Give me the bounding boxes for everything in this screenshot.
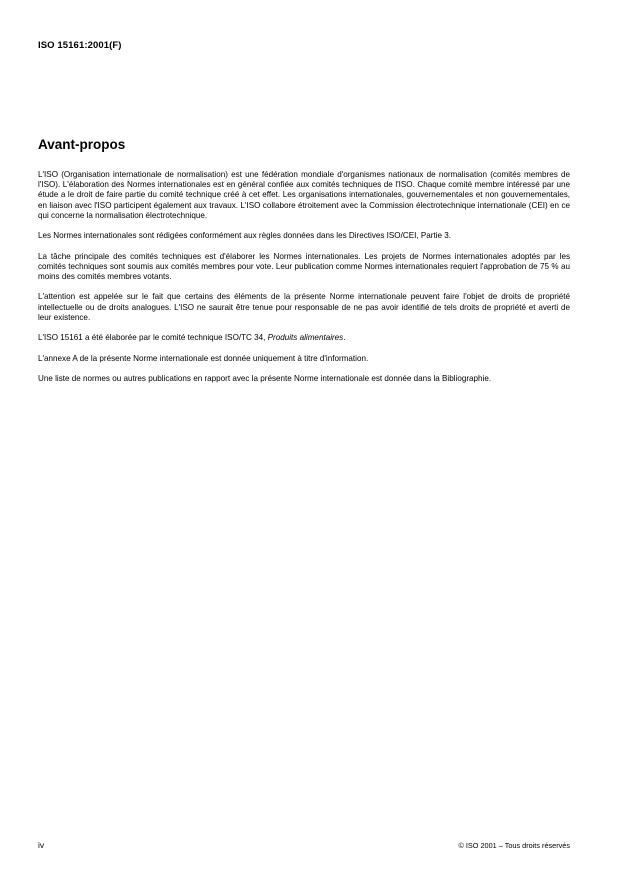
paragraph-patent-rights: L'attention est appelée sur le fait que certains des éléments de la présente Norme internationale peuvent faire l'objet de droits de propriété intellectuelle ou de droits analogues. L'ISO ne saurait être tenue pour responsable de ne pas avoir identifié de tels droits de propriété et averti de leur existence.: [38, 292, 570, 322]
page-number: iv: [38, 840, 45, 850]
paragraph-committee: [38, 333, 570, 343]
paragraph-technical-committees: La tâche principale des comités techniques est d'élaborer les Normes internationales. Les projets de Normes internationales adoptés par les comités techniques sont soumis aux comités membres pour vote. Leur publication comme Normes internationales requiert l'approbation de 75 % au moins des comités membres votants.: [38, 251, 570, 281]
page-title: Avant-propos: [38, 137, 126, 152]
paragraph-directives: Les Normes internationales sont rédigées conformément aux règles données dans les Directives ISO/CEI, Partie 3.: [38, 231, 451, 241]
committee-suffix: .: [343, 333, 346, 343]
paragraph-annex: L'annexe A de la présente Norme internationale est donnée uniquement à titre d'information.: [38, 353, 369, 363]
copyright-notice: © ISO 2001 – Tous droits réservés: [458, 841, 570, 850]
committee-name: Produits alimentaires: [267, 333, 344, 343]
committee-prefix: L'ISO 15161 a été élaborée par le comité technique ISO/TC 34,: [38, 333, 268, 343]
document-id-header: ISO 15161:2001(F): [38, 40, 122, 51]
paragraph-iso-intro: L'ISO (Organisation internationale de normalisation) est une fédération mondiale d'organismes nationaux de normalisation (comités membres de l'ISO). L'élaboration des Normes internationales est en général confiée aux comités techniques de l'ISO. Chaque comité membre intéressé par une étude a le droit de faire partie du comité technique créé à cet effet. Les organisations internationales, gouvernementales et non gouvernementales, en liaison avec l'ISO participent également aux travaux. L'ISO collabore étroitement avec la Commission électrotechnique internationale (CEI) en ce qui concerne la normalisation électrotechnique.: [38, 170, 570, 220]
foreword-body: [38, 170, 570, 394]
paragraph-bibliography: Une liste de normes ou autres publications en rapport avec la présente Norme internationale est donnée dans la Bibliographie.: [38, 373, 492, 383]
